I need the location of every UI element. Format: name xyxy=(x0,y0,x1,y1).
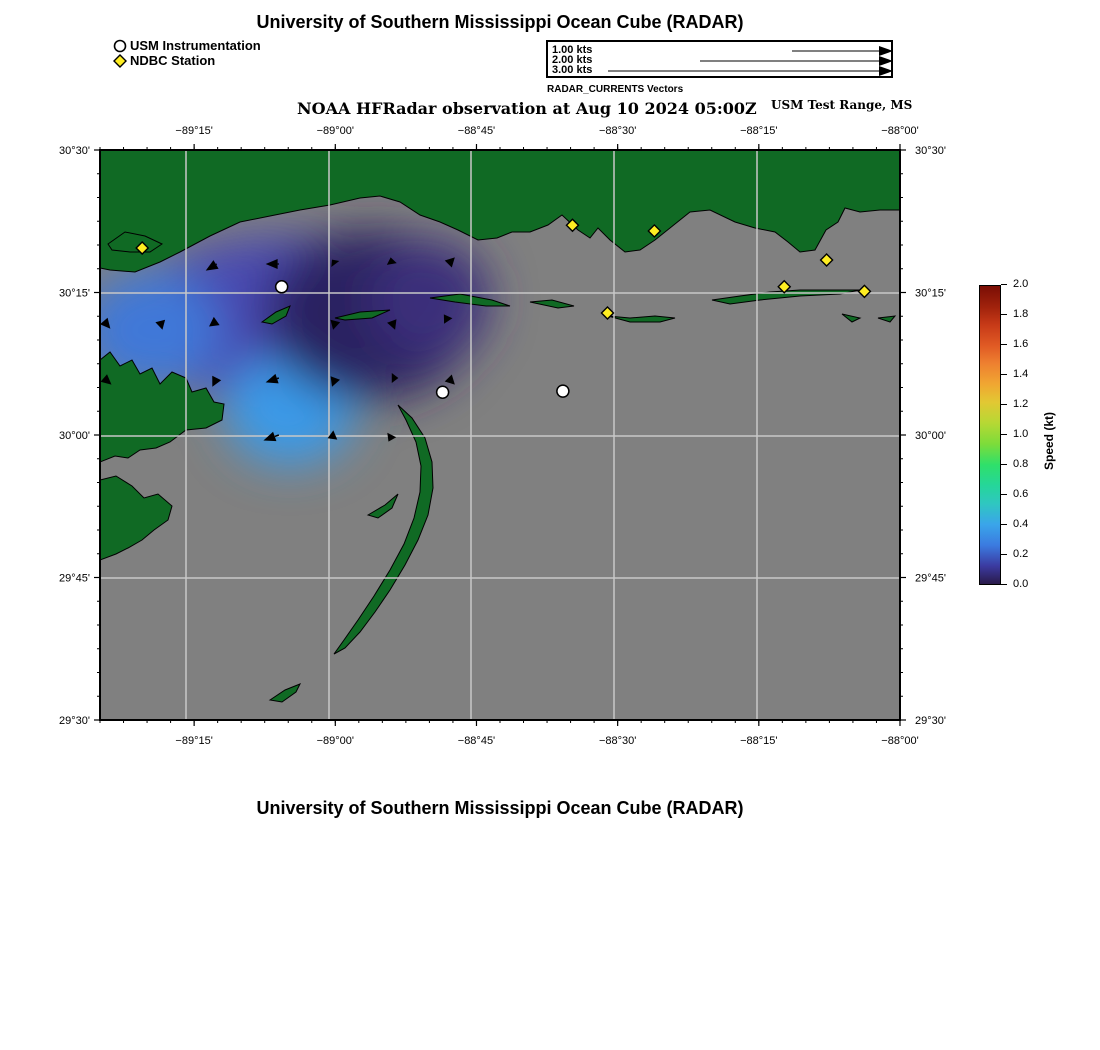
lon-tick-label-top: −88°30' xyxy=(598,125,637,137)
lat-tick-label-right: 29°30' xyxy=(915,715,946,727)
vector-scale-caption: RADAR_CURRENTS Vectors xyxy=(547,84,684,95)
colorbar-tick-label: 1.4 xyxy=(1001,368,1028,380)
bottom-title: University of Southern Mississippi Ocean Cube (RADAR) xyxy=(256,798,744,818)
lat-tick-label-right: 29°45' xyxy=(915,572,946,585)
usm-station-marker[interactable] xyxy=(437,386,449,398)
speed-colorbar xyxy=(979,285,1001,585)
colorbar-tick-label: 1.6 xyxy=(1001,338,1028,350)
legend-usm-label: USM Instrumentation xyxy=(130,38,261,53)
lon-tick-label-bottom: −89°15' xyxy=(175,735,213,747)
vector-scale-label-1: 1.00 kts xyxy=(552,44,593,56)
colorbar-tick-label: 1.8 xyxy=(1001,308,1028,320)
colorbar-tick-label: 0.4 xyxy=(1001,518,1028,530)
lat-tick-label-left: 29°30' xyxy=(59,715,90,727)
lon-tick-label-bottom: −88°00' xyxy=(881,735,919,747)
colorbar-tick-label: 1.2 xyxy=(1001,398,1028,410)
lon-tick-label-top: −89°00' xyxy=(316,125,355,137)
colorbar-tick-label: 0.2 xyxy=(1001,548,1028,560)
lon-tick-label-top: −88°15' xyxy=(740,125,778,137)
usm-station-marker[interactable] xyxy=(557,385,569,397)
colorbar-tick-label: 0.8 xyxy=(1001,458,1028,470)
vector-scale-label-2: 2.00 kts xyxy=(552,54,593,66)
lat-tick-label-right: 30°30' xyxy=(915,145,946,157)
colorbar-tick-label: 1.0 xyxy=(1001,428,1028,440)
lon-tick-label-top: −88°00' xyxy=(881,125,919,137)
lat-tick-label-left: 29°45' xyxy=(59,572,90,585)
colorbar-tick-label: 0.6 xyxy=(1001,488,1028,500)
lat-tick-label-right: 30°00' xyxy=(915,430,946,442)
legend-ndbc-label: NDBC Station xyxy=(130,53,216,68)
colorbar-title: Speed (kt) xyxy=(1042,411,1056,470)
vector-scale-label-3: 3.00 kts xyxy=(552,64,593,76)
lat-tick-label-left: 30°30' xyxy=(59,145,90,157)
lat-tick-label-right: 30°15' xyxy=(915,287,946,300)
map-title: University of Southern Mississippi Ocean Cube (RADAR) xyxy=(256,12,744,32)
colorbar-tick-label: 2.0 xyxy=(1001,278,1028,290)
lon-tick-label-bottom: −88°15' xyxy=(740,735,778,747)
lon-tick-label-top: −89°15' xyxy=(175,125,213,137)
lon-tick-label-bottom: −89°00' xyxy=(316,735,355,747)
range-label: USM Test Range, MS xyxy=(771,98,913,112)
lat-tick-label-left: 30°00' xyxy=(59,430,90,442)
lon-tick-label-bottom: −88°30' xyxy=(598,735,637,747)
lat-tick-label-left: 30°15' xyxy=(59,287,90,300)
colorbar-tick-label: 0.0 xyxy=(1001,578,1028,590)
usm-station-marker[interactable] xyxy=(276,281,288,293)
lon-tick-label-top: −88°45' xyxy=(457,125,496,137)
observation-subtitle: NOAA HFRadar observation at Aug 10 2024 05:00Z xyxy=(297,99,757,118)
lon-tick-label-bottom: −88°45' xyxy=(457,735,496,747)
